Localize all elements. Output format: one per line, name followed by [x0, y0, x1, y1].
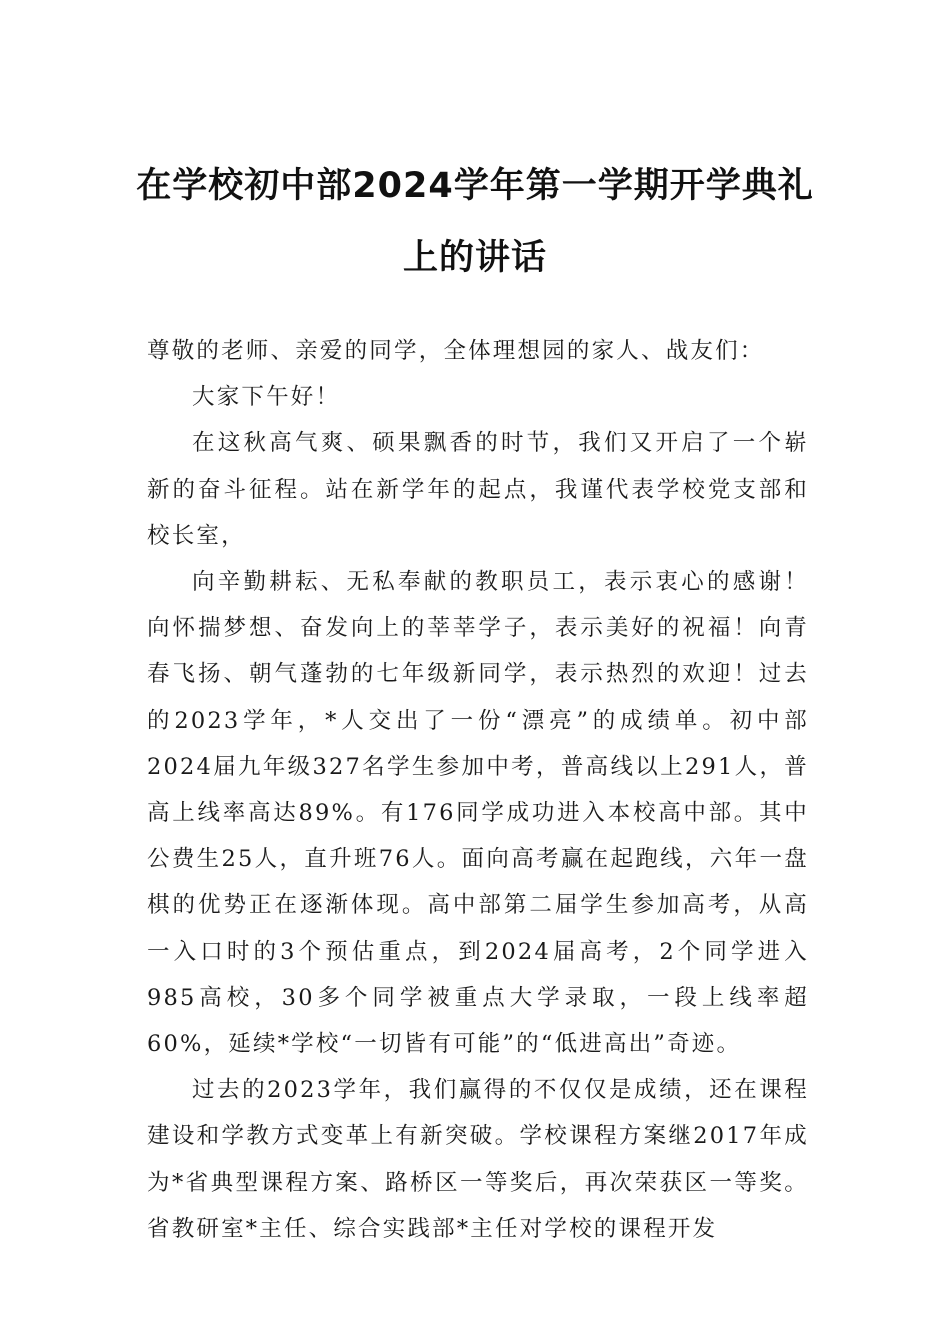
document-body: [147, 328, 809, 1252]
document-title: 在学校初中部2024学年第一学期开学典礼上的讲话: [136, 166, 814, 278]
body-paragraph: 过去的2023学年，我们赢得的不仅仅是成绩，还在课程建设和学教方式变革上有新突破。学校课程方案继2017年成为*省典型课程方案、路桥区一等奖后，再次荣获区一等奖。省教研室*主任、综合实践部*主任对学校的课程开发: [147, 1077, 809, 1242]
body-paragraph: 向辛勤耕耘、无私奉献的教职员工，表示衷心的感谢！向怀揣梦想、奋发向上的莘莘学子，表示美好的祝福！向青春飞扬、朝气蓬勃的七年级新同学，表示热烈的欢迎！过去的2023学年，*人交出了一份“漂亮”的成绩单。初中部2024届九年级327名学生参加中考，普高线以上291人，普高上线率高达89%。有176同学成功进入本校高中部。其中公费生25人，直升班76人。面向高考赢在起跑线，六年一盘棋的优势正在逐渐体现。高中部第二届学生参加高考，从高一入口时的3个预估重点，到2024届高考，2个同学进入985高校，30多个同学被重点大学录取，一段上线率超60%，延续*学校“一切皆有可能”的“低进高出”奇迹。: [147, 569, 809, 1058]
greeting-paragraph: 大家下午好！: [192, 384, 341, 411]
salutation-paragraph: 尊敬的老师、亲爱的同学，全体理想园的家人、战友们：: [147, 338, 765, 364]
body-paragraph: 在这秋高气爽、硕果飘香的时节，我们又开启了一个崭新的奋斗征程。站在新学年的起点，我谨代表学校党支部和校长室，: [147, 430, 809, 549]
